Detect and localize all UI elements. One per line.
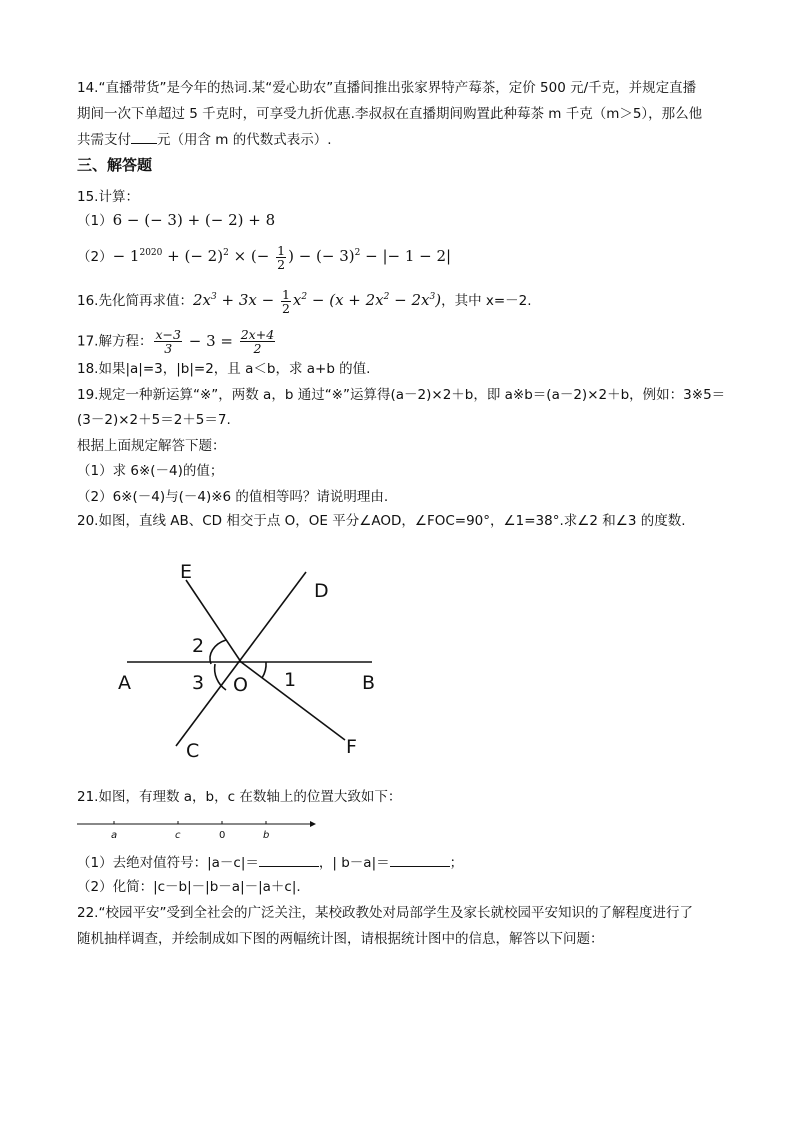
q15-part-2-expression: − $1^{2020}$ + (− 2)$^2$ × (− $\frac{1}{2}$ ) − (− 3)$^2$ − |− 1 − 2|	[112, 242, 452, 272]
label-angle-2: 2	[192, 635, 205, 657]
section-3-heading: 三、解答题	[77, 156, 153, 174]
q20-text: 20.如图，直线 AB、CD 相交于点 O，OE 平分∠AOD，∠FOC=90°，∠1=38°.求∠2 和∠3 的度数.	[77, 513, 686, 529]
q22-line-2: 随机抽样调查，并绘制成如下图的两幅统计图，请根据统计图中的信息，解答以下问题：	[77, 931, 604, 947]
q16-expression: $2x^3 + 3x$ − $\frac{1}{2}$ $x^2 - (x + 2x^2 - 2x^3)$	[192, 286, 442, 316]
tick-label-b: b	[263, 830, 270, 841]
tick-label-zero: 0	[219, 830, 226, 841]
label-angle-3: 3	[192, 672, 205, 694]
line-CD	[176, 572, 306, 746]
q18-text: 18.如果|a|=3，|b|=2，且 a＜b，求 a+b 的值.	[77, 361, 371, 377]
half-fraction: $\frac{1}{2}$	[277, 242, 286, 272]
q19-line-1: 19.规定一种新运算“※”，两数 a，b 通过“※”运算得(a－2)×2＋b，即 a※b＝(a－2)×2＋b，例如：3※5＝	[77, 387, 726, 403]
q15-part-2-label: （2）	[77, 249, 113, 265]
q14-line-3-pre: 共需支付	[77, 132, 131, 148]
q15-part-1-expression: 6 − (− 3) + (− 2) + 8	[112, 211, 276, 229]
q15-label: 15.计算：	[77, 189, 139, 205]
q22-line-1: 22.“校园平安”受到全社会的广泛关注，某校政教处对局部学生及家长就校园平安知识的了解程度进行了	[77, 905, 693, 921]
q14-line-3	[77, 130, 332, 150]
q19-part-2: （2）6※(－4)与(－4)※6 的值相等吗？请说明理由.	[77, 489, 389, 505]
q21-text: 21.如图，有理数 a，b，c 在数轴上的位置大致如下：	[77, 789, 402, 805]
q14-answer-blank[interactable]	[131, 131, 157, 144]
q17-label: 17.解方程：	[77, 333, 153, 350]
q16-label: 16.先化简再求值：	[77, 293, 193, 309]
q21-part-2: （2）化简：|c－b|－|b－a|－|a＋c|.	[77, 879, 301, 895]
q14-line-3-post: 元（用含 m 的代数式表示）.	[157, 132, 332, 148]
q15-part-1-label: （1）	[77, 213, 113, 229]
label-A: A	[118, 672, 131, 694]
label-D: D	[314, 580, 329, 602]
angle-2-arc	[210, 640, 226, 664]
q17-line	[77, 328, 277, 355]
tick-label-a: a	[111, 830, 118, 841]
label-E: E	[180, 561, 193, 583]
q14-line-1: 14.“直播带货”是今年的热词.某“爱心助农”直播间推出张家界特产莓茶，定价 500 元/千克，并规定直播	[77, 80, 697, 96]
q15-part-1	[77, 210, 275, 231]
q21-part-1: （1）去绝对值符号：|a－c|＝ ，| b－a|＝ ；	[77, 855, 464, 871]
q19-line-2: (3－2)×2＋5＝2＋5＝7.	[77, 412, 231, 428]
q21-blank-2[interactable]	[390, 854, 450, 867]
q19-line-3: 根据上面规定解答下题：	[77, 438, 226, 454]
q21-blank-1[interactable]	[259, 854, 319, 867]
label-angle-1: 1	[284, 669, 297, 691]
label-F: F	[346, 736, 357, 758]
q20-angle-figure	[100, 550, 400, 775]
label-O: O	[233, 674, 248, 696]
q21-number-line	[74, 815, 324, 845]
q17-equation: $\frac{x-3}{3}$ − 3 = $\frac{2x+4}{2}$	[155, 327, 275, 356]
angle-1-arc	[262, 662, 266, 678]
tick-label-c: c	[175, 830, 181, 841]
q15-part-2	[77, 243, 451, 271]
q14-line-2: 期间一次下单超过 5 千克时，可享受九折优惠.李叔叔在直播期间购置此种莓茶 m 千克（m＞5），那么他	[77, 106, 703, 122]
q19-part-1: （1）求 6※(－4)的值；	[77, 463, 224, 479]
label-B: B	[362, 672, 376, 694]
label-C: C	[186, 740, 200, 762]
arrow-head-icon	[310, 821, 316, 827]
q16-line	[77, 287, 532, 315]
q16-tail: ，其中 x=－2.	[441, 293, 532, 309]
